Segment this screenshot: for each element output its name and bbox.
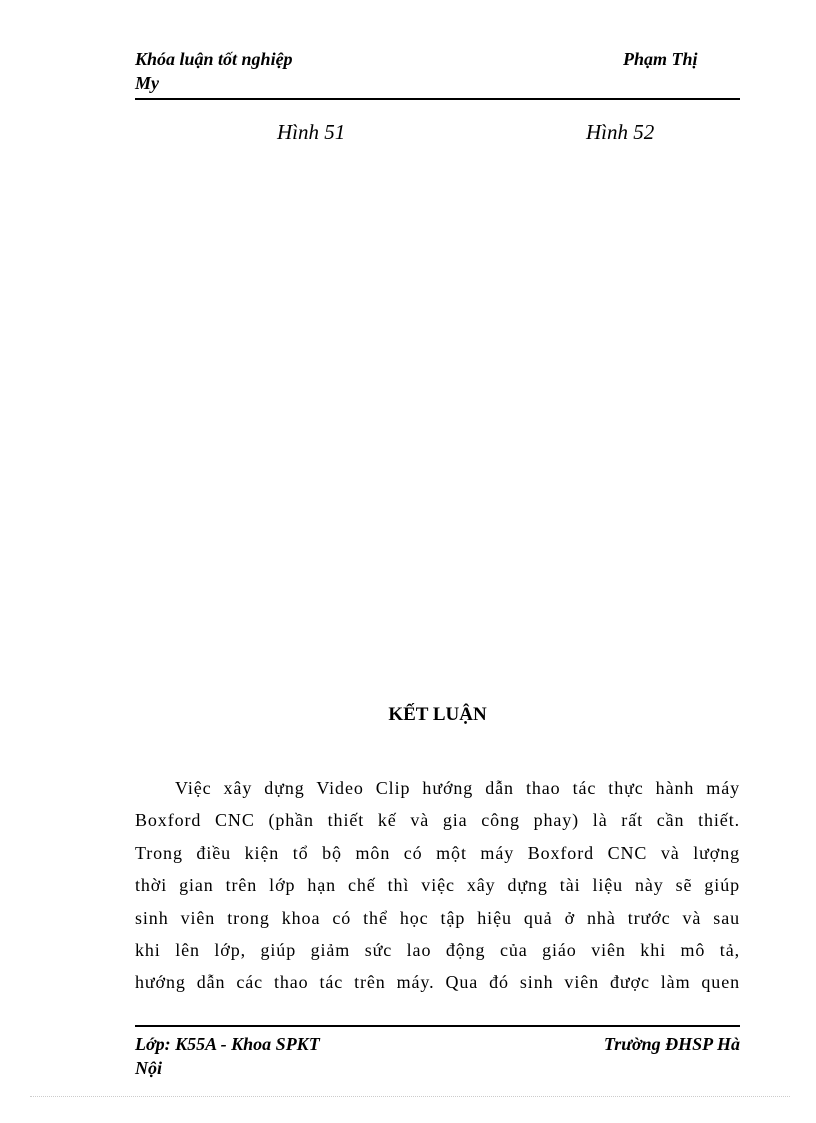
page-bottom-divider [30,1096,790,1097]
header-author-name: Phạm Thị [623,49,698,69]
paragraph-line: khi lên lớp, giúp giảm sức lao động của giáo viên khi mô tả, [135,939,740,960]
header-author-name-continued: My [135,73,159,93]
footer-school-name: Trường ĐHSP Hà [603,1034,740,1054]
paragraph-line: sinh viên trong khoa có thể học tập hiệu quả ở nhà trước và sau [135,907,740,928]
figure-captions [0,120,816,148]
conclusion-paragraph [135,772,740,999]
paragraph-line: thời gian trên lớp hạn chế thì việc xây dựng tài liệu này sẽ giúp [135,875,740,896]
figure-caption-51: Hình 51 [277,120,346,144]
paragraph-line: hướng dẫn các thao tác trên máy. Qua đó sinh viên được làm quen [135,972,740,993]
header-thesis-label: Khóa luận tốt nghiệp [135,49,293,69]
page-header [135,48,740,100]
paragraph-line: Việc xây dựng Video Clip hướng dẫn thao tác thực hành máy [175,778,740,798]
paragraph-line: Boxford CNC (phần thiết kế và gia công phay) là rất cần thiết. [135,810,740,831]
section-title: KẾT LUẬN [388,704,487,725]
page-footer [135,1025,740,1079]
figure-caption-52: Hình 52 [586,120,655,144]
paragraph-line: Trong điều kiện tổ bộ môn có một máy Boxford CNC và lượng [135,842,740,863]
footer-class-label: Lớp: K55A - Khoa SPKT [135,1034,320,1054]
footer-school-name-continued: Nội [135,1058,162,1078]
